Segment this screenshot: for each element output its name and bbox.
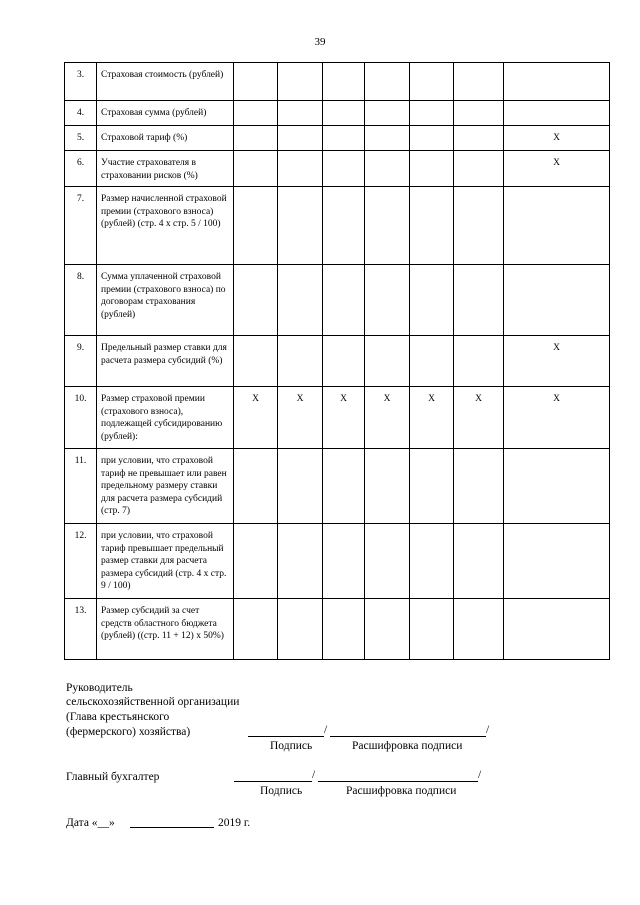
value-cell[interactable]: [504, 265, 610, 336]
value-cell[interactable]: X: [278, 387, 323, 449]
value-cell[interactable]: [323, 187, 365, 265]
table-row: [65, 599, 610, 660]
insurance-form-table: [64, 62, 610, 660]
value-cell[interactable]: [454, 63, 504, 101]
value-cell[interactable]: [365, 524, 410, 599]
value-cell[interactable]: [278, 151, 323, 187]
value-cell[interactable]: [234, 599, 278, 660]
row-label: Участие страхователя в страховании рисков (%): [97, 151, 234, 187]
table-row: [65, 265, 610, 336]
value-cell[interactable]: [323, 63, 365, 101]
row-label: Размер начисленной страховой премии (страхового взноса) (рублей) (стр. 4 x стр. 5 / 100): [97, 187, 234, 265]
row-label: Страховой тариф (%): [97, 126, 234, 151]
value-cell[interactable]: [365, 101, 410, 126]
value-cell[interactable]: [410, 265, 454, 336]
value-cell[interactable]: [410, 63, 454, 101]
head-separator: /: [324, 724, 328, 736]
table-row: [65, 524, 610, 599]
row-number: 4.: [65, 101, 97, 126]
row-label: Предельный размер ставки для расчета размера субсидий (%): [97, 336, 234, 387]
value-cell[interactable]: X: [454, 387, 504, 449]
value-cell[interactable]: [278, 336, 323, 387]
page-number: 39: [314, 36, 326, 48]
value-cell[interactable]: [410, 187, 454, 265]
row-number: 9.: [65, 336, 97, 387]
table-row: [65, 449, 610, 524]
head-signature-caption: Подпись: [270, 740, 313, 752]
head-decode-line: [330, 736, 486, 737]
value-cell[interactable]: X: [365, 387, 410, 449]
value-cell[interactable]: [504, 599, 610, 660]
row-label: Страховая сумма (рублей): [97, 101, 234, 126]
value-cell[interactable]: [365, 265, 410, 336]
value-cell[interactable]: [365, 449, 410, 524]
value-cell[interactable]: [323, 449, 365, 524]
row-label: Размер субсидий за счет средств областного бюджета (рублей) ((стр. 11 + 12) x 50%): [97, 599, 234, 660]
value-cell[interactable]: [504, 524, 610, 599]
value-cell[interactable]: [454, 187, 504, 265]
table-row: [65, 151, 610, 187]
head-title-line-4: (фермерского) хозяйства): [66, 726, 191, 738]
value-cell[interactable]: X: [323, 387, 365, 449]
row-number: 12.: [65, 524, 97, 599]
value-cell[interactable]: [454, 265, 504, 336]
date-prefix: Дата «__»: [66, 817, 115, 829]
value-cell[interactable]: [454, 126, 504, 151]
row-number: 5.: [65, 126, 97, 151]
row-label: при условии, что страховой тариф не превышает или равен предельному размеру ставки для расчета размера субсидий (стр. 7): [97, 449, 234, 524]
value-cell[interactable]: [454, 101, 504, 126]
value-cell[interactable]: [234, 265, 278, 336]
value-cell[interactable]: [234, 336, 278, 387]
value-cell[interactable]: [454, 151, 504, 187]
value-cell[interactable]: [323, 101, 365, 126]
value-cell[interactable]: [278, 524, 323, 599]
head-title-line-3: (Глава крестьянского: [66, 711, 170, 723]
value-cell[interactable]: [454, 449, 504, 524]
value-cell[interactable]: [454, 524, 504, 599]
value-cell[interactable]: [323, 126, 365, 151]
accountant-separator-end: /: [478, 769, 482, 781]
table-row: [65, 101, 610, 126]
accountant-signature-line: [234, 781, 312, 782]
value-cell[interactable]: [410, 336, 454, 387]
head-signature-line: [248, 736, 324, 737]
value-cell[interactable]: X: [504, 126, 610, 151]
value-cell[interactable]: [234, 63, 278, 101]
value-cell[interactable]: [365, 599, 410, 660]
value-cell[interactable]: [234, 151, 278, 187]
value-cell[interactable]: [323, 336, 365, 387]
value-cell[interactable]: [504, 101, 610, 126]
value-cell[interactable]: [234, 126, 278, 151]
value-cell[interactable]: [234, 449, 278, 524]
row-label: Размер страховой премии (страхового взноса), подлежащей субсидированию (рублей):: [97, 387, 234, 449]
value-cell[interactable]: [410, 449, 454, 524]
row-number: 6.: [65, 151, 97, 187]
head-separator-end: /: [486, 724, 490, 736]
accountant-signature-caption: Подпись: [260, 785, 303, 797]
head-title-line-1: Руководитель: [66, 682, 133, 694]
value-cell[interactable]: [365, 63, 410, 101]
value-cell[interactable]: [323, 151, 365, 187]
value-cell[interactable]: [365, 187, 410, 265]
value-cell[interactable]: X: [504, 151, 610, 187]
table-row: [65, 187, 610, 265]
value-cell[interactable]: [365, 126, 410, 151]
value-cell[interactable]: [234, 187, 278, 265]
value-cell[interactable]: [278, 63, 323, 101]
value-cell[interactable]: [410, 151, 454, 187]
table-row: [65, 63, 610, 101]
value-cell[interactable]: [365, 336, 410, 387]
row-number: 10.: [65, 387, 97, 449]
accountant-decode-caption: Расшифровка подписи: [346, 785, 457, 797]
value-cell[interactable]: [410, 126, 454, 151]
row-label: Страховая стоимость (рублей): [97, 63, 234, 101]
accountant-separator: /: [312, 769, 316, 781]
value-cell[interactable]: [278, 187, 323, 265]
value-cell[interactable]: [278, 101, 323, 126]
value-cell[interactable]: [504, 63, 610, 101]
value-cell[interactable]: [323, 524, 365, 599]
row-number: 11.: [65, 449, 97, 524]
accountant-title: Главный бухгалтер: [66, 771, 160, 783]
row-number: 8.: [65, 265, 97, 336]
value-cell[interactable]: X: [504, 387, 610, 449]
value-cell[interactable]: [234, 101, 278, 126]
date-month-line: [130, 827, 214, 828]
row-number: 3.: [65, 63, 97, 101]
value-cell[interactable]: X: [234, 387, 278, 449]
head-title-line-2: сельскохозяйственной организации: [66, 696, 240, 708]
table-row: [65, 336, 610, 387]
value-cell[interactable]: [410, 524, 454, 599]
value-cell[interactable]: [365, 151, 410, 187]
value-cell[interactable]: [278, 265, 323, 336]
value-cell[interactable]: [278, 449, 323, 524]
row-label: при условии, что страховой тариф превышает предельный размер ставки для расчета размера субсидий (стр. 4 x стр. 9 / 100): [97, 524, 234, 599]
table-row: [65, 387, 610, 449]
value-cell[interactable]: X: [504, 336, 610, 387]
row-label: Сумма уплаченной страховой премии (страхового взноса) по договорам страхования (рублей): [97, 265, 234, 336]
value-cell[interactable]: [278, 599, 323, 660]
value-cell[interactable]: X: [410, 387, 454, 449]
value-cell[interactable]: [454, 599, 504, 660]
accountant-decode-line: [318, 781, 478, 782]
head-decode-caption: Расшифровка подписи: [352, 740, 463, 752]
value-cell[interactable]: [504, 449, 610, 524]
value-cell[interactable]: [323, 265, 365, 336]
value-cell[interactable]: [278, 126, 323, 151]
date-year: 2019 г.: [218, 817, 251, 829]
value-cell[interactable]: [234, 524, 278, 599]
row-number: 13.: [65, 599, 97, 660]
value-cell[interactable]: [504, 187, 610, 265]
value-cell[interactable]: [323, 599, 365, 660]
value-cell[interactable]: [454, 336, 504, 387]
value-cell[interactable]: [410, 599, 454, 660]
table-row: [65, 126, 610, 151]
value-cell[interactable]: [410, 101, 454, 126]
row-number: 7.: [65, 187, 97, 265]
